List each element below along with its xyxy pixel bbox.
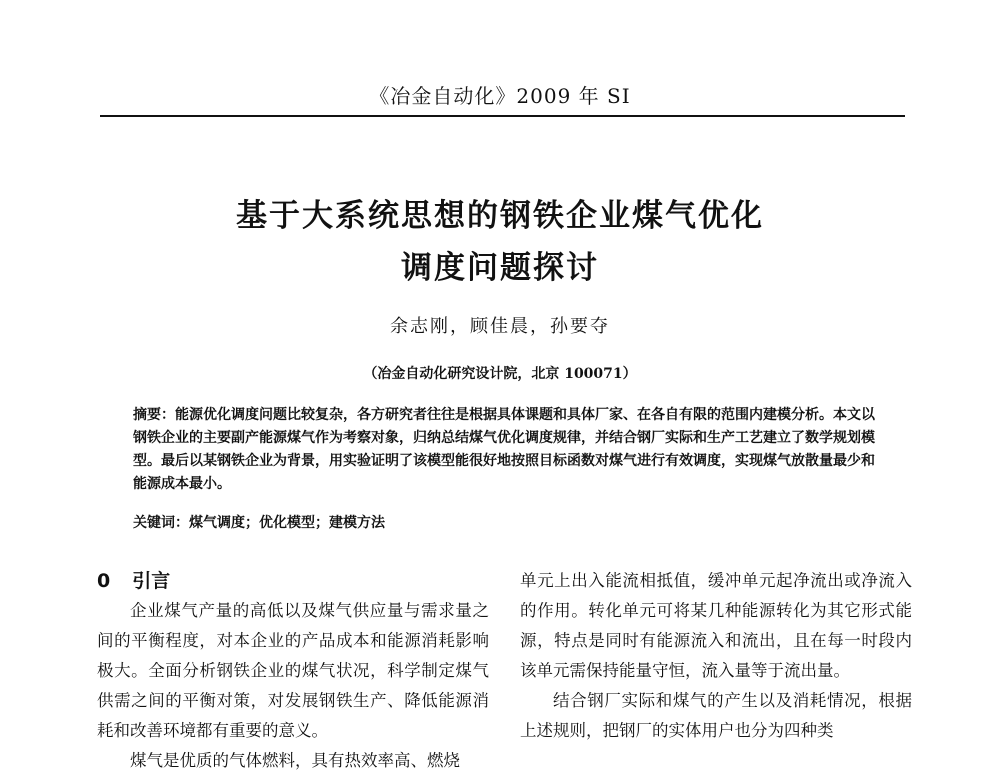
body-paragraph: 煤气是优质的气体燃料，具有热效率高、燃烧 bbox=[130, 751, 460, 770]
section-heading bbox=[97, 566, 489, 596]
title-line-2: 调度问题探讨 bbox=[401, 250, 599, 286]
header-rule bbox=[100, 115, 905, 117]
keywords-text: 煤气调度；优化模型；建模方法 bbox=[189, 515, 385, 531]
abstract-label: 摘要： bbox=[133, 407, 175, 423]
right-column bbox=[520, 566, 912, 746]
section-title: 引言 bbox=[132, 570, 171, 592]
author-list: 余志刚，顾佳晨，孙要夺 bbox=[390, 316, 610, 337]
keywords-label: 关键词： bbox=[133, 515, 189, 531]
abstract-text: 能源优化调度问题比较复杂，各方研究者往往是根据具体课题和具体厂家、在各自有限的范围内建模分析。本文以钢铁企业的主要副产能源煤气作为考察对象，归纳总结煤气优化调度规律，并结合钢厂实际和生产工艺建立了数学规划模型。最后以某钢铁企业为背景，用实验证明了该模型能很好地按照目标函数对煤气进行有效调度，实现煤气放散量最少和能源成本最小。 bbox=[133, 407, 875, 492]
abstract bbox=[133, 404, 883, 496]
left-column bbox=[97, 566, 489, 776]
journal-running-head: 《冶金自动化》2009 年 SI bbox=[369, 84, 631, 108]
affiliation: （冶金自动化研究设计院，北京 100071） bbox=[363, 366, 637, 382]
section-number: 0 bbox=[97, 570, 111, 592]
body-paragraph: 企业煤气产量的高低以及煤气供应量与需求量之间的平衡程度，对本企业的产品成本和能源消耗影响极大。全面分析钢铁企业的煤气状况，科学制定煤气供需之间的平衡对策，对发展钢铁生产、降低能源消耗和改善环境都有重要的意义。 bbox=[97, 601, 489, 740]
title-line-1: 基于大系统思想的钢铁企业煤气优化 bbox=[236, 198, 764, 234]
body-paragraph: 结合钢厂实际和煤气的产生以及消耗情况，根据上述规则，把钢厂的实体用户也分为四种类 bbox=[520, 691, 912, 740]
paper-title bbox=[0, 190, 1000, 294]
keywords bbox=[133, 512, 883, 532]
body-paragraph: 单元上出入能流相抵值，缓冲单元起净流出或净流入的作用。转化单元可将某几种能源转化为其它形式能源，特点是同时有能源流入和流出，且在每一时段内该单元需保持能量守恒，流入量等于流出量。 bbox=[520, 571, 912, 680]
